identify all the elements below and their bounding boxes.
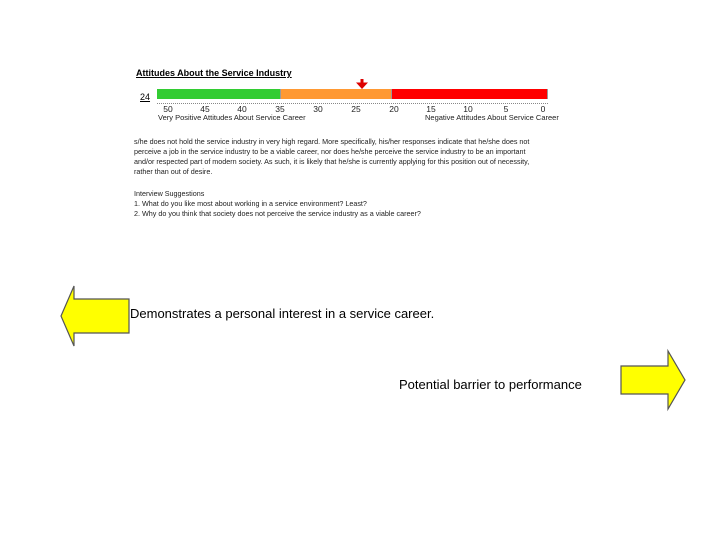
report-paragraph bbox=[134, 137, 594, 177]
score-marker-icon bbox=[356, 79, 368, 89]
right-arrow-icon bbox=[620, 348, 686, 412]
score-value: 24 bbox=[140, 92, 151, 102]
paragraph-line: and/or respected part of modern society. As such, it is likely that he/she is currently applying for this position out of necessity, bbox=[134, 157, 530, 166]
paragraph-line: rather than out of desire. bbox=[134, 167, 213, 176]
tick-label: 35 bbox=[275, 104, 285, 114]
suggestion-item: 2. Why do you think that society does not perceive the service industry as a viable career? bbox=[134, 209, 421, 218]
callout-interest-text: Demonstrates a personal interest in a service career. bbox=[130, 306, 435, 321]
tick-label: 20 bbox=[389, 104, 399, 114]
attitude-scale-bar bbox=[157, 89, 548, 99]
paragraph-line: perceive a job in the service industry to be a viable career, nor does he/she perceive the service industry to be an important bbox=[134, 147, 526, 156]
tick-label: 40 bbox=[237, 104, 247, 114]
left-arrow-icon bbox=[60, 284, 130, 348]
suggestions-heading: Interview Suggestions bbox=[134, 189, 205, 198]
tick-label: 45 bbox=[200, 104, 210, 114]
tick-label: 30 bbox=[313, 104, 323, 114]
callout-barrier-text: Potential barrier to performance bbox=[399, 377, 582, 392]
tick-label: 5 bbox=[503, 104, 509, 114]
tick-label: 0 bbox=[540, 104, 546, 114]
scale-segment-neutral bbox=[281, 89, 392, 99]
paragraph-line: s/he does not hold the service industry in very high regard. More specifically, his/her responses indicate that he/she does not bbox=[134, 137, 530, 146]
tick-label: 50 bbox=[163, 104, 173, 114]
scale-segment-positive bbox=[157, 89, 281, 99]
scale-caption-positive: Very Positive Attitudes About Service Career bbox=[158, 113, 306, 122]
tick-label: 25 bbox=[351, 104, 361, 114]
scale-segment-negative bbox=[392, 89, 548, 99]
tick-label: 15 bbox=[426, 104, 436, 114]
suggestion-item: 1. What do you like most about working in a service environment? Least? bbox=[134, 199, 367, 208]
interview-suggestions bbox=[134, 189, 594, 219]
scale-caption-negative: Negative Attitudes About Service Career bbox=[425, 113, 559, 122]
report-title: Attitudes About the Service Industry bbox=[136, 68, 292, 78]
attitudes-report bbox=[134, 66, 594, 226]
tick-label: 10 bbox=[463, 104, 473, 114]
